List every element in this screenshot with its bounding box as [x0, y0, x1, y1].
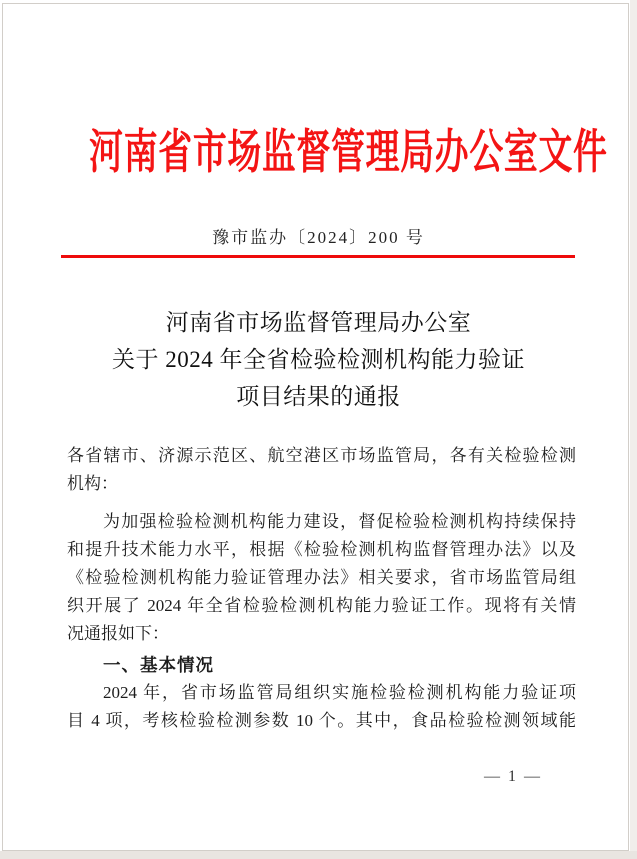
title-line-3: 项目结果的通报 [236, 384, 401, 409]
body-line: 和提升技术能力水平，根据《检验检测机构监督管理办法》以及 [67, 540, 576, 559]
document-number: 豫市监办〔2024〕200 号 [212, 228, 425, 247]
body-line: 为加强检验检测机构能力建设，督促检验检测机构持续保持 [103, 512, 576, 531]
body-line: 织开展了 2024 年全省检验检测机构能力验证工作。现将有关情 [67, 596, 576, 615]
body-line: 目 4 项，考核检验检测参数 10 个。其中，食品检验检测领域能 [67, 711, 576, 730]
scan-edge-bottom [0, 851, 637, 859]
section-heading: 一、基本情况 [103, 655, 214, 675]
body-line: 各省辖市、济源示范区、航空港区市场监管局，各有关检验检测 [67, 446, 576, 465]
document-title [0, 304, 637, 415]
body-line: 机构： [67, 474, 118, 493]
body-line: 2024 年，省市场监管局组织实施检验检测机构能力验证项 [103, 683, 576, 702]
red-divider-line [61, 255, 575, 258]
body-line: 况通报如下： [67, 624, 169, 643]
body-line: 《检验检测机构能力验证管理办法》相关要求，省市场监管局组 [67, 568, 576, 587]
scan-edge-right [630, 0, 637, 859]
red-header-banner: 河南省市场监督管理局办公室文件 [89, 127, 608, 179]
title-line-1: 河南省市场监督管理局办公室 [165, 310, 472, 335]
title-line-2: 关于 2024 年全省检验检测机构能力验证 [112, 347, 525, 372]
page-number: — 1 — [484, 768, 542, 785]
document-body [67, 442, 576, 735]
